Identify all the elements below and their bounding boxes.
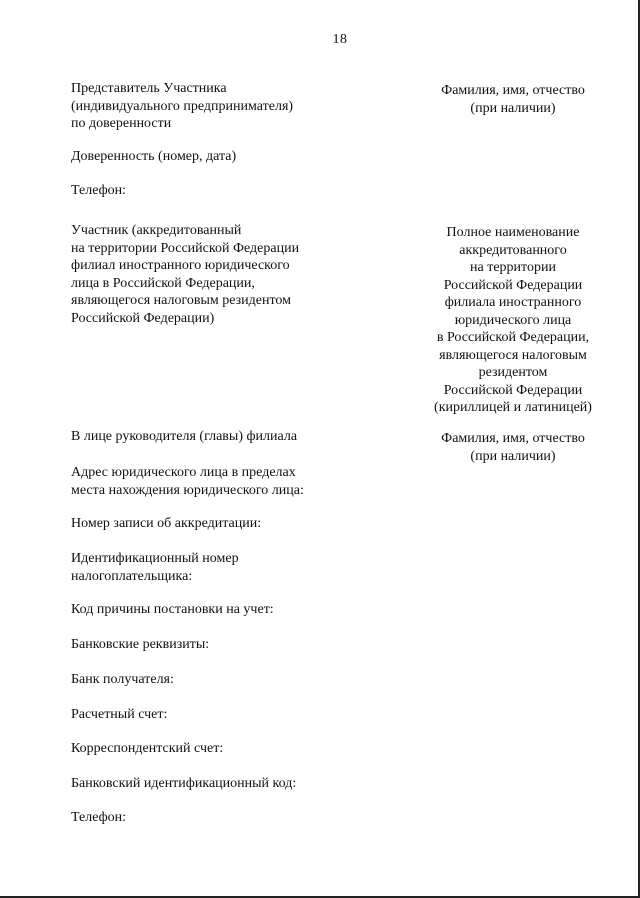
page-number: 18 <box>332 32 348 47</box>
participant-note-line-6: юридического лица <box>454 312 572 328</box>
participant-note-line-5: филиала иностранного <box>444 295 582 310</box>
participant-note-line-8: являющегося налоговым <box>439 347 587 363</box>
head-of-branch-name-note <box>418 430 608 465</box>
tax-id-label <box>71 550 239 585</box>
address-line-2: места нахождения юридического лица: <box>71 482 304 498</box>
participant-line-3: филиал иностранного юридического <box>71 258 290 273</box>
address-label <box>71 464 304 499</box>
bic-label <box>71 775 296 793</box>
recipient-bank-label <box>71 671 174 689</box>
participant-line-1: Участник (аккредитованный <box>71 223 242 238</box>
bic-text: Банковский идентификационный код: <box>71 776 297 791</box>
phone-text-2: Телефон: <box>71 810 127 825</box>
head-of-branch-label <box>71 428 297 446</box>
representative-note-line-1: Фамилия, имя, отчество <box>441 83 585 98</box>
settlement-account-label <box>71 706 167 724</box>
bank-details-label <box>71 636 209 654</box>
bank-details-text: Банковские реквизиты: <box>71 637 210 652</box>
participant-note-line-10: Российской Федерации <box>443 382 583 398</box>
participant-note-line-2: аккредитованного <box>459 242 567 258</box>
participant-line-2: на территории Российской Федерации <box>71 240 300 256</box>
kpp-text: Код причины постановки на учет: <box>71 602 274 617</box>
settlement-account-text: Расчетный счет: <box>71 707 168 722</box>
correspondent-account-label <box>71 740 223 758</box>
participant-line-5: являющегося налоговым резидентом <box>71 293 291 308</box>
representative-name-note <box>418 82 608 117</box>
participant-line-6: Российской Федерации) <box>71 310 215 326</box>
accreditation-record-text: Номер записи об аккредитации: <box>71 516 262 531</box>
address-line-1: Адрес юридического лица в пределах <box>71 465 296 480</box>
representative-line-3: по доверенности <box>71 116 172 131</box>
participant-note-line-9: резидентом <box>478 365 548 380</box>
participant-label <box>71 222 299 327</box>
representative-line-1: Представитель Участника <box>71 81 227 96</box>
participant-note-line-3: на территории <box>470 260 556 275</box>
participant-name-note <box>418 224 608 417</box>
phone-label-2 <box>71 809 126 827</box>
head-note-line-2: (при наличии) <box>470 448 556 464</box>
representative-note-line-2: (при наличии) <box>470 100 556 116</box>
recipient-bank-text: Банк получателя: <box>71 672 174 687</box>
representative-label <box>71 80 293 133</box>
participant-note-line-4: Российской Федерации <box>443 277 583 293</box>
tax-id-line-2: налогоплательщика: <box>71 568 193 584</box>
power-of-attorney-label <box>71 148 236 166</box>
participant-line-4: лица в Российской Федерации, <box>71 275 255 291</box>
correspondent-account-text: Корреспондентский счет: <box>71 741 224 756</box>
power-of-attorney-text: Доверенность (номер, дата) <box>71 149 237 164</box>
head-note-line-1: Фамилия, имя, отчество <box>441 431 585 446</box>
participant-note-line-7: в Российской Федерации, <box>436 330 590 345</box>
accreditation-record-label <box>71 515 261 533</box>
head-of-branch-text: В лице руководителя (главы) филиала <box>71 429 298 444</box>
phone-text-1: Телефон: <box>71 183 127 198</box>
participant-note-line-11: (кириллицей и латиницей) <box>434 400 592 415</box>
representative-line-2: (индивидуального предпринимателя) <box>71 98 294 114</box>
participant-note-line-1: Полное наименование <box>446 225 580 240</box>
tax-id-line-1: Идентификационный номер <box>71 551 239 566</box>
phone-label-1 <box>71 182 126 200</box>
kpp-label <box>71 601 274 619</box>
